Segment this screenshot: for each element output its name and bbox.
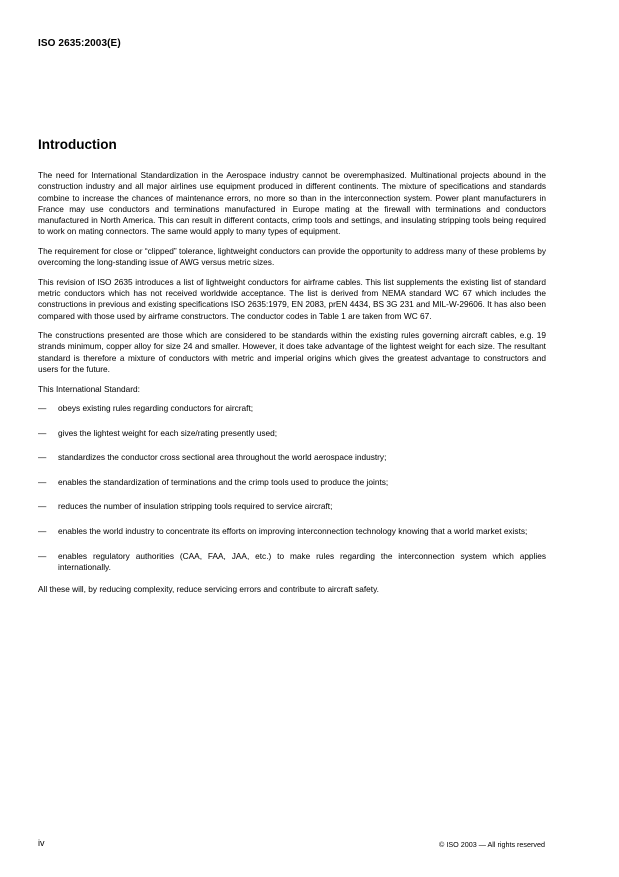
list-item-text: enables the world industry to concentrate its efforts on improving interconnection technology knowing that a world market exists;: [58, 525, 528, 536]
list-item-text: gives the lightest weight for each size/rating presently used;: [58, 427, 278, 438]
dash-marker: —: [38, 452, 47, 463]
dash-marker: —: [38, 402, 47, 413]
list-item: [38, 452, 546, 463]
dash-marker: —: [38, 476, 47, 487]
bullet-list: [38, 403, 546, 573]
closing-paragraph: All these will, by reducing complexity, reduce servicing errors and contribute to aircraft safety.: [38, 584, 379, 595]
dash-marker: —: [38, 550, 47, 561]
list-item-text: enables the standardization of terminations and the crimp tools used to produce the joints;: [58, 476, 389, 487]
section-body: [38, 170, 546, 604]
list-item: [38, 501, 546, 512]
paragraph: The need for International Standardization in the Aerospace industry cannot be overemphasized. Multinational projects abound in the construction industry and all major airlines use equipment produced in different continents. The mixture of specifications and standards combine to increase the chances of maintenance errors, no more so than in the interconnection system. Power plant manufacturers in France may use conductors and terminations manufactured in Europe mating at the firewall with terminations and conductors manufactured in North America. This can result in different contacts, crimp tools and settings, and insulating stripping tools being required to work on mating connectors. The same would apply to many types of equipment.: [38, 170, 546, 237]
section-title: Introduction: [38, 137, 117, 152]
copyright-notice: © ISO 2003 — All rights reserved: [439, 840, 545, 849]
list-item-text: reduces the number of insulation stripping tools required to service aircraft;: [58, 501, 333, 512]
paragraph: This International Standard:: [38, 383, 140, 394]
page-number: iv: [38, 838, 45, 848]
dash-marker: —: [38, 525, 47, 536]
list-item: [38, 428, 546, 439]
dash-marker: —: [38, 427, 47, 438]
list-item: [38, 403, 546, 414]
paragraph: This revision of ISO 2635 introduces a list of lightweight conductors for airframe cables. This list supplements the existing list of standard metric conductors which has not received worldwide acceptance. The list is derived from NEMA standard WC 67 which includes the constructions in previous and existing specifications ISO 2635:1979, EN 2083, prEN 4434, BS 3G 231 and MIL-W-29606. It has also been compared with those used by airframe constructors. The conductor codes in Table 1 are taken from WC 67.: [38, 276, 546, 321]
list-item: [38, 551, 546, 574]
list-item-text: obeys existing rules regarding conductors for aircraft;: [58, 402, 254, 413]
document-id: ISO 2635:2003(E): [38, 38, 121, 49]
list-item-text: enables regulatory authorities (CAA, FAA, JAA, etc.) to make rules regarding the interconnection system which applies internationally.: [58, 550, 546, 572]
list-item: [38, 526, 546, 537]
list-item-text: standardizes the conductor cross sectional area throughout the world aerospace industry;: [58, 452, 387, 463]
dash-marker: —: [38, 501, 47, 512]
list-item: [38, 477, 546, 488]
paragraph: The constructions presented are those which are considered to be standards within the existing rules governing aircraft cables, e.g. 19 strands minimum, copper alloy for size 24 and smaller. However, it does take advantage of the lightest weight for each size. The resultant standard is therefore a mixture of conductors with metric and imperial origins which gives the greatest advantage to constructors and users for the future.: [38, 330, 546, 375]
paragraph: The requirement for close or “clipped” tolerance, lightweight conductors can provide the opportunity to address many of these problems by overcoming the long-standing issue of AWG versus metric sizes.: [38, 245, 546, 268]
